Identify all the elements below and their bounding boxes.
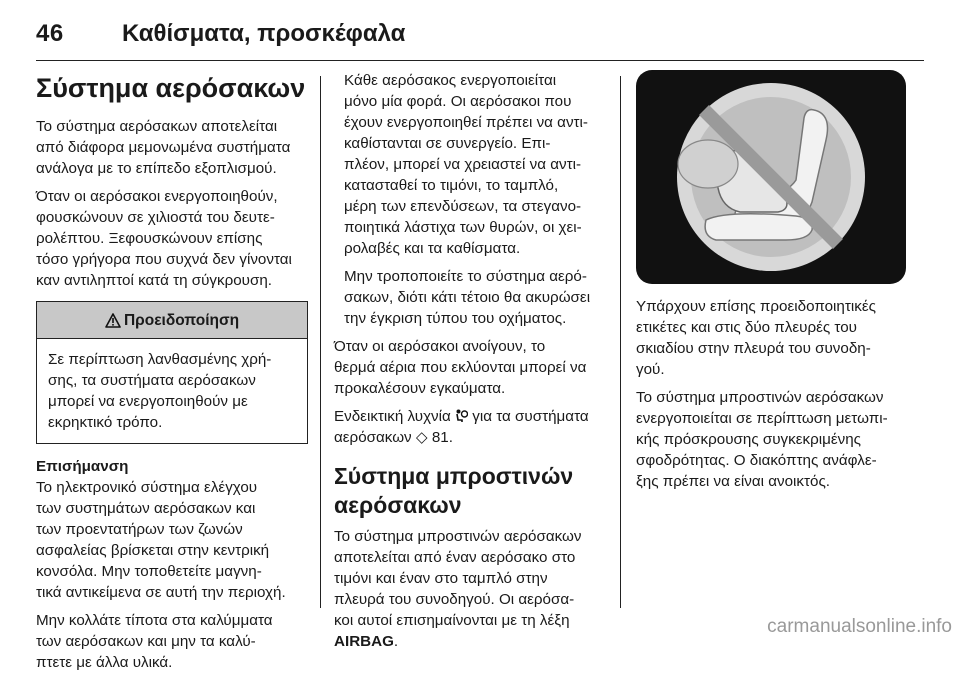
column-divider-2 [620, 76, 621, 608]
page-reference[interactable]: 81. [431, 429, 453, 446]
warning-triangle-icon [105, 313, 121, 328]
paragraph: Όταν οι αερόσακοι ενεργοποιηθούν, φουσκώνουν σε χιλιοστά του δευτε- ρολέπτου. Ξεφουσκώνουν επίσης τόσο γρήγορα που συχνά δεν γίνονται καν αντιληπτοί κατά τη σύγκρουση. [36, 188, 292, 289]
note-text: Το ηλεκτρονικό σύστημα ελέγχου των συστημάτων αερόσακων και των προεντατήρων των ζωνών ασφαλείας βρίσκεται στην κεντρική κονσόλα. Μην τοποθετείτε μαγνη- τικά αντικείμενα σε αυτή την περιοχή. [36, 479, 286, 601]
no-rear-facing-child-seat-icon [636, 70, 906, 284]
indicator-text: Ενδεικτική λυχνία [334, 408, 451, 425]
warning-header [37, 302, 307, 339]
note-block [36, 456, 308, 603]
page-ref-arrow-icon: ◇ [415, 429, 428, 446]
indicator-text: για τα συστήματα [472, 408, 589, 425]
indicator-paragraph [334, 406, 606, 448]
page-header [36, 14, 924, 61]
paragraph: Μην τροποποιείτε το σύστημα αερό- σακων, διότι κάτι τέτοιο θα ακυρώσει την έγκριση τύπου του οχήματος. [344, 268, 591, 327]
paragraph: Υπάρχουν επίσης προειδοποιητικές ετικέτες και στις δύο πλευρές του σκιαδίου στην πλευρά του συνοδη- γού. [636, 298, 876, 378]
column-2 [334, 70, 606, 659]
paragraph: Κάθε αερόσακος ενεργοποιείται μόνο μία φορά. Οι αερόσακοι που έχουν ενεργοποιηθεί πρέπει να αντι- καθίστανται σε συνεργείο. Επι- πλέον, μπορεί να χρειαστεί να αντι- κατασταθεί το τιμόνι, το ταμπλό, μέρη των επενδύσεων, τα στεγανο- ποιητικά λάστιχα των θυρών, οι χει- ρολαβές και τα καθίσματα. [344, 72, 588, 257]
column-3 [636, 70, 906, 499]
column-1 [36, 70, 308, 680]
paragraph: Το σύστημα μπροστινών αερόσακων ενεργοποιείται σε περίπτωση μετωπι- κής πρόσκρουσης συγκεκριμένης σφοδρότητας. Ο διακόπτης ανάφλε- ξης πρέπει να είναι ανοικτός. [636, 389, 888, 490]
child-seat-warning-illustration [636, 70, 906, 284]
paragraph: Το σύστημα μπροστινών αερόσακων αποτελείται από έναν αερόσακο στο τιμόνι και έναν στο ταμπλό στην πλευρά του συνοδηγού. Οι αερόσα- κοι αυτοί επισημαίνονται με τη λέξη AIRBAG. [334, 528, 582, 650]
paragraph: Μην κολλάτε τίποτα στα καλύμματα των αερόσακων και μην τα καλύ- πτετε με άλλα υλικά. [36, 612, 273, 671]
section-title: Καθίσματα, προσκέφαλα [122, 20, 406, 47]
column-divider-1 [320, 76, 321, 608]
paragraph: Όταν οι αερόσακοι ανοίγουν, το θερμά αέρια που εκλύονται μπορεί να προκαλέσουν εγκαύματα. [334, 338, 587, 397]
airbag-word: AIRBAG [334, 633, 394, 650]
indicator-text: αερόσακων [334, 429, 412, 446]
airbag-system-heading: Σύστημα αερόσακων [36, 73, 306, 103]
airbag-indicator-icon [455, 409, 468, 423]
warning-box [36, 301, 308, 444]
note-label: Επισήμανση [36, 458, 129, 475]
paragraph-text: Το σύστημα μπροστινών αερόσακων αποτελείται από έναν αερόσακο στο τιμόνι και έναν στο ταμπλό στην πλευρά του συνοδηγού. Οι αερόσα- κοι αυτοί επισημαίνονται με τη λέξη [334, 528, 582, 629]
warning-title: Προειδοποίηση [123, 311, 240, 329]
watermark: carmanualsonline.info [767, 616, 952, 637]
paragraph: Το σύστημα αερόσακων αποτελείται από διάφορα μεμονωμένα συστήματα ανάλογα με το επίπεδο εξοπλισμού. [36, 118, 291, 177]
warning-text: Σε περίπτωση λανθασμένης χρή- σης, τα συστήματα αερόσακων μπορεί να ενεργοποιηθούν με εκρηκτικό τρόπο. [48, 351, 272, 431]
front-airbag-heading: Σύστημα μπροστινών αερόσακων [334, 463, 574, 518]
page-number: 46 [36, 20, 64, 47]
